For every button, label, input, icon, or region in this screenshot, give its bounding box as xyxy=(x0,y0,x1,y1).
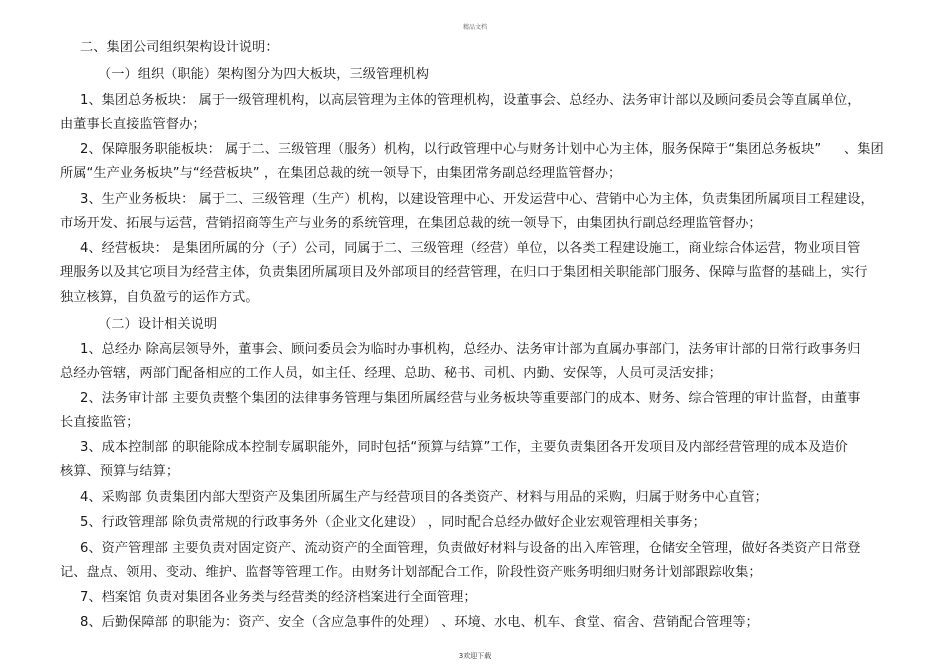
paragraph-line: 3、成本控制部 的职能除成本控制专属职能外，同时包括“预算与结算”工作，主要负责集团各开发项目及内部经营管理的成本及造价 xyxy=(80,440,848,455)
paragraph-line: 2、保障服务职能板块： 属于二、三级管理（服务）机构，以行政管理中心与财务计划中心为主体，服务保障于“集团总务板块” xyxy=(80,142,822,157)
paragraph-line: 2、法务审计部 主要负责整个集团的法律事务管理与集团所属经营与业务板块等重要部门的成本、财务、综合管理的审计监督，由董事 xyxy=(80,391,861,406)
paragraph-line: 市场开发、拓展与运营，营销招商等生产与业务的系统管理，在集团总裁的统一领导下，由集团执行副总经理监管督办； xyxy=(60,216,762,231)
paragraph-line: 8、后勤保障部 的职能为：资产、安全（含应急事件的处理） 、环境、水电、机车、食堂、宿舍、营销配合管理等； xyxy=(80,615,759,630)
paragraph-line: 理服务以及其它项目为经营主体，负责集团所属项目及外部项目的经营管理，在归口于集团相关职能部门服务、保障与监督的基础上，实行 xyxy=(60,265,868,280)
paragraph-line: 4、采购部 负责集团内部大型资产及集团所属生产与经营项目的各类资产、材料与用品的采购，归属于财务中心直管； xyxy=(80,490,768,505)
paragraph-line: 5、行政管理部 除负责常规的行政事务外（企业文化建设） ，同时配合总经办做好企业宏观管理相关事务； xyxy=(80,515,706,530)
paragraph-line: 1、集团总务板块： 属于一级管理机构，以高层管理为主体的管理机构，设董事会、总经办、法务审计部以及顾问委员会等直属单位， xyxy=(80,93,861,108)
section-heading: 二、集团公司组织架构设计说明： xyxy=(80,40,279,55)
paragraph-line: 7、档案馆 负责对集团各业务类与经营类的经济档案进行全面管理； xyxy=(80,590,477,605)
paragraph-line: 长直接监管； xyxy=(60,415,140,430)
paragraph-line: 记、盘点、领用、变动、维护、监督等管理工作。由财务计划部配合工作，阶段性资产账务明细归财务计划部跟踪收集； xyxy=(60,565,762,580)
subsection-heading: （二）设计相关说明 xyxy=(98,317,218,332)
paragraph-line: 4、经营板块： 是集团所属的分（子）公司，同属于二、三级管理（经营）单位，以各类工程建设施工，商业综合体运营，物业项目管 xyxy=(80,241,861,256)
paragraph-line: 6、资产管理部 主要负责对固定资产、流动资产的全面管理，负责做好材料与设备的出入库管理，仓储安全管理，做好各类资产日常登 xyxy=(80,541,861,556)
paragraph-line: 1、总经办 除高层领导外，董事会、顾问委员会为临时办事机构，总经办、法务审计部为直属办事部门，法务审计部的日常行政事务归 xyxy=(80,342,861,357)
paragraph-line: 总经办管辖，两部门配备相应的工作人员，如主任、经理、总助、秘书、司机、内勤、安保等，人员可灵活安排； xyxy=(60,366,722,381)
paragraph-line-tail: 、集团 xyxy=(844,142,884,157)
page-footer: 3欢迎下载 xyxy=(458,652,492,660)
paragraph-line: 独立核算，自负盈亏的运作方式。 xyxy=(60,290,259,305)
subsection-heading: （一）组织（职能）架构图分为四大板块，三级管理机构 xyxy=(98,67,429,82)
page-header: 精品文档 xyxy=(462,24,487,31)
paragraph-line: 由董事长直接监管督办； xyxy=(60,117,206,132)
paragraph-line: 3、生产业务板块： 属于二、三级管理（生产）机构，以建设管理中心、开发运营中心、营销中心为主体，负责集团所属项目工程建设， xyxy=(80,192,874,207)
paragraph-line: 所属“生产业务板块”与“经营板块” ，在集团总裁的统一领导下，由集团常务副总经理监管督办； xyxy=(60,166,622,181)
paragraph-line: 核算、预算与结算； xyxy=(60,464,180,479)
